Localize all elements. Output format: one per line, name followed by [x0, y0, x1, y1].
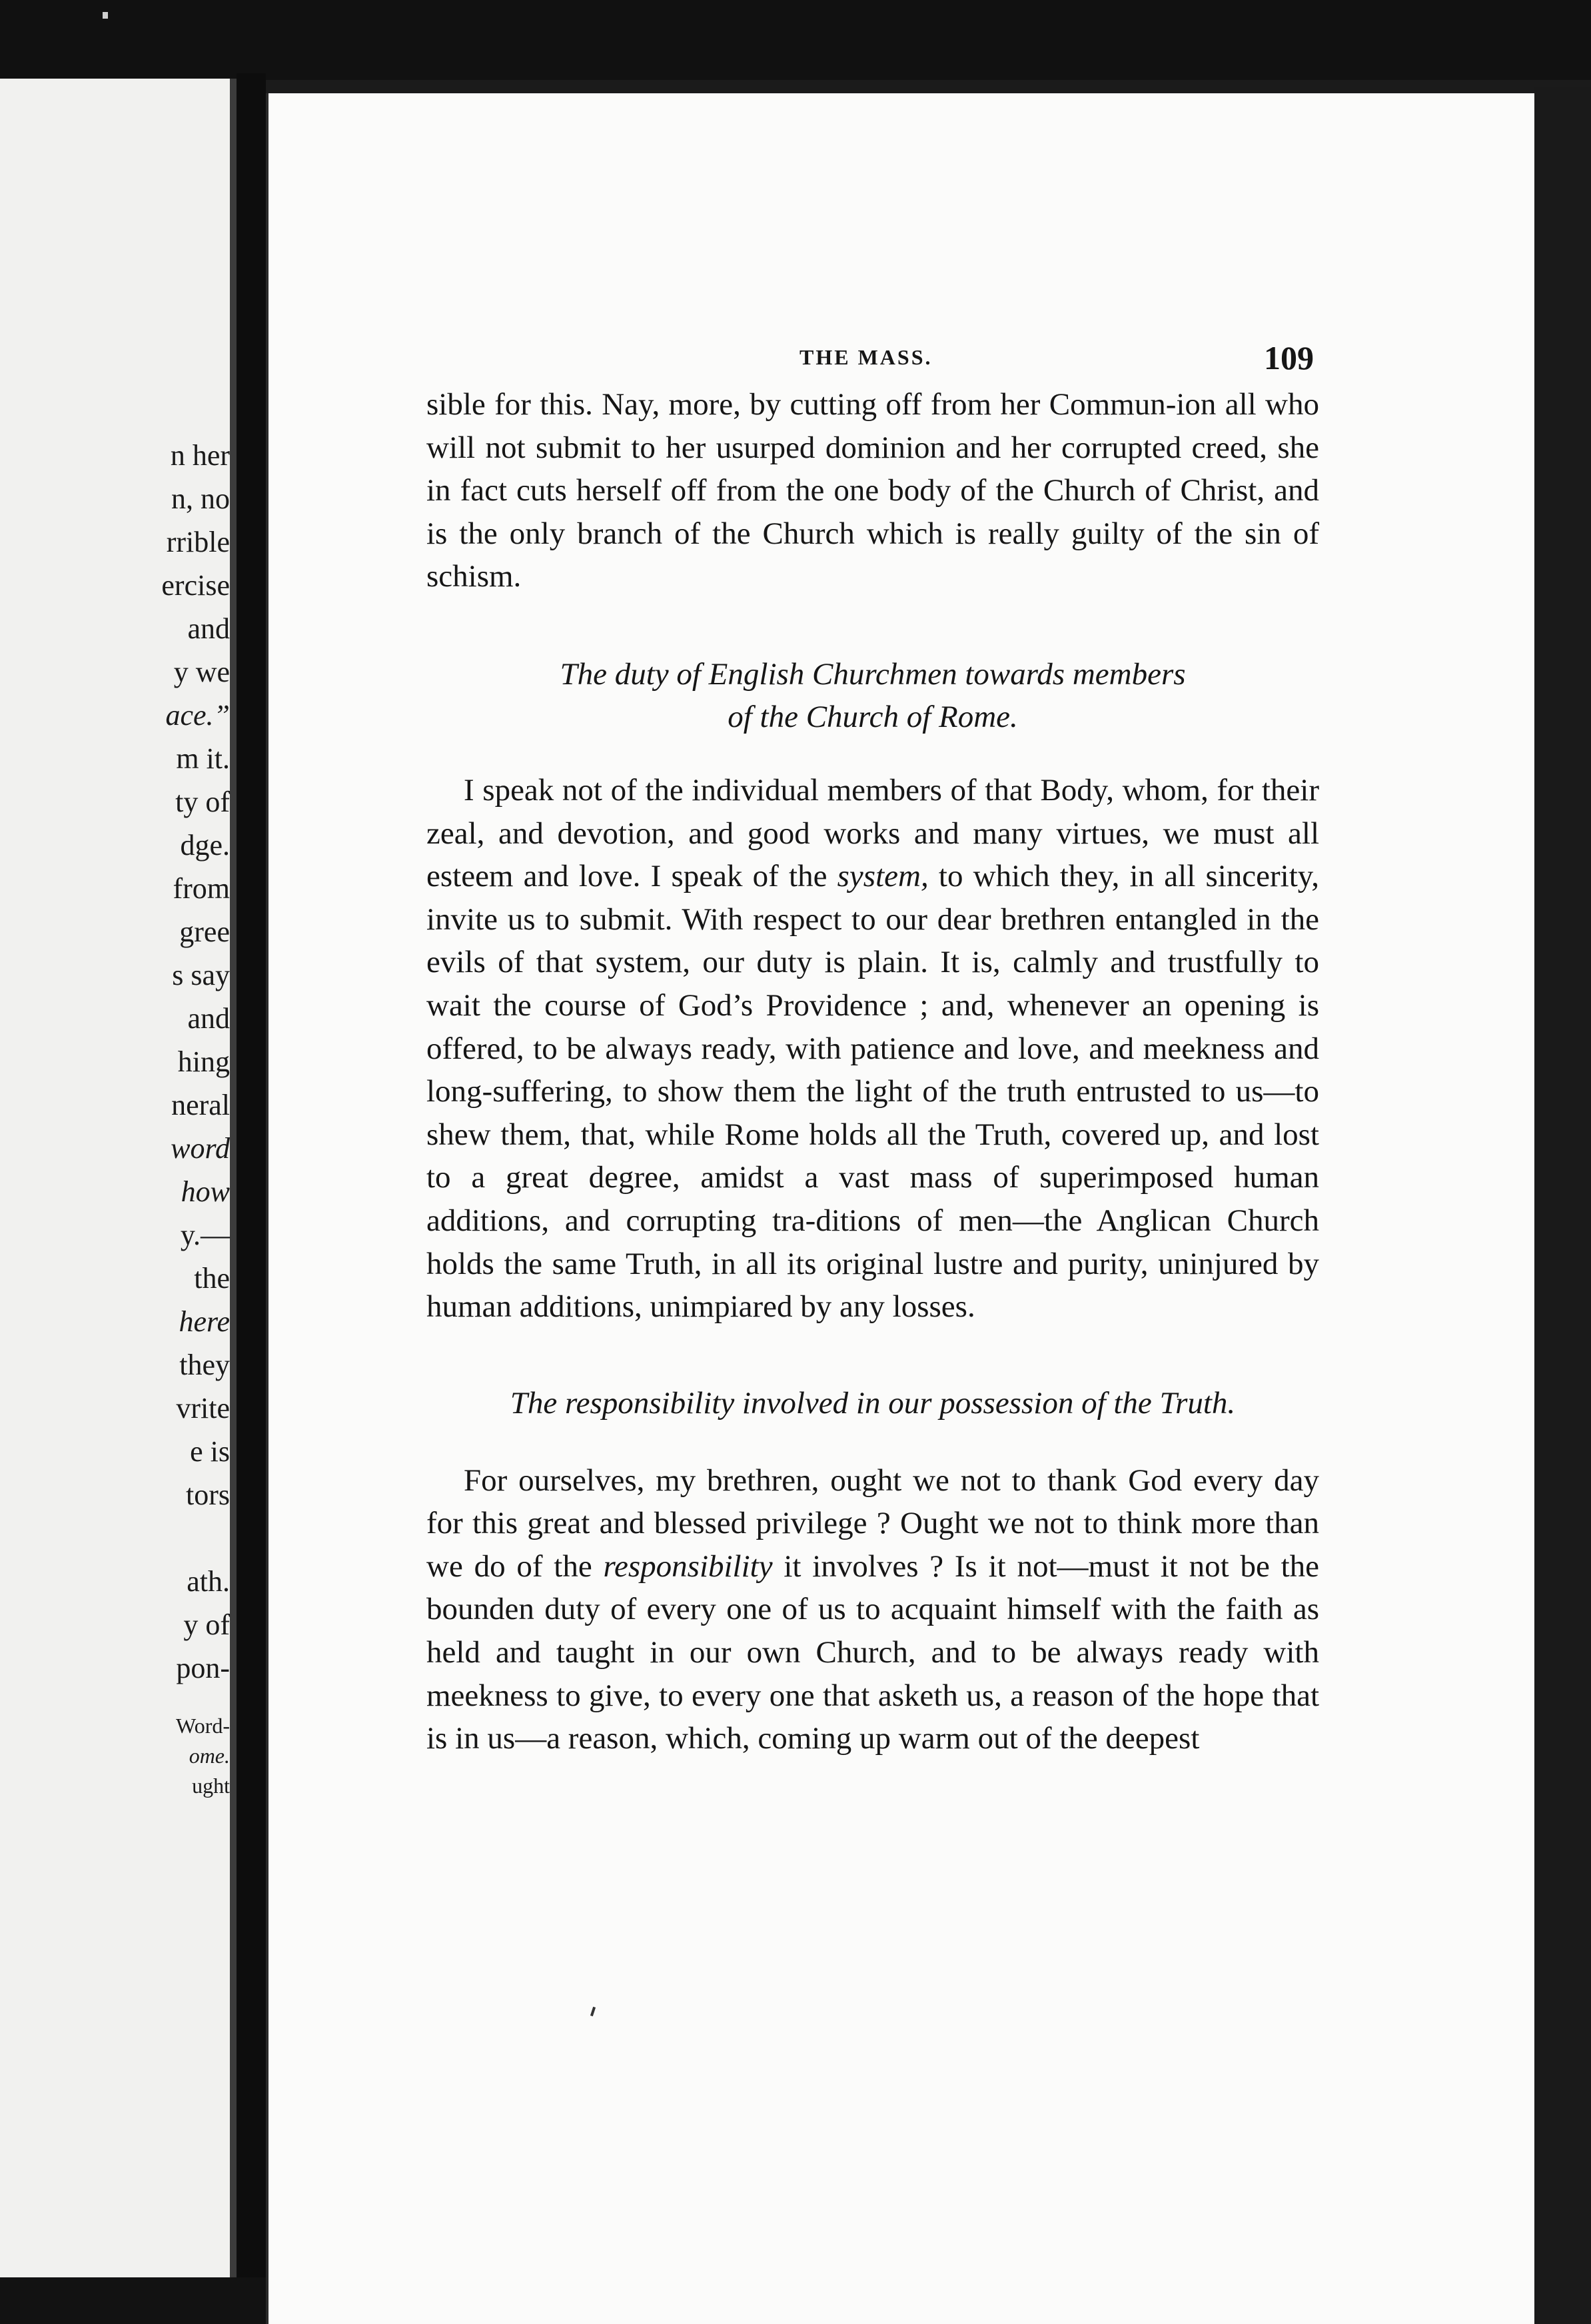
left-page-fragment: tors [186, 1478, 230, 1511]
emphasis-system: system, [837, 859, 929, 894]
left-page-fragment: gree [179, 915, 230, 948]
left-page-fragment: s say [172, 959, 230, 991]
scan-speck [103, 12, 108, 19]
section-heading-responsibility: The responsibility involved in our possession of the Truth. [510, 1385, 1236, 1421]
left-page-fragment: word [171, 1132, 230, 1165]
scan-right-border [1534, 87, 1591, 2324]
left-page-fragment: Word- [176, 1714, 230, 1738]
paragraph-responsibility [426, 1459, 1319, 1760]
scan-bottom-border [0, 2277, 266, 2324]
left-page-fragment: ath. [187, 1565, 230, 1598]
left-page-fragment: n, no [171, 482, 230, 515]
paragraph-duty-text-b: to which they, in all sincerity, invite us to submit. With respect to our dear brethren entangled in the evils of that system, our duty is plain. It is, calmly and trustfully to wait the course of God’s Providence ; and, whenever an opening is offered, to be always ready, with patience and love, and meekness and long-suffering, to show them the light of the truth entrusted to us—to shew them, that, while Rome holds all the Truth, covered up, and lost to a great degree, amidst a vast mass of superimposed human additions, and corrupting tra-ditions of men—the Anglican Church holds the same Truth, in all its original lustre and purity, uninjured by human additions, unimpiared by any losses. [426, 859, 1319, 1325]
left-page-fragment: ught [192, 1774, 230, 1798]
left-page-fragment: from [173, 872, 230, 905]
scan-top-border [0, 0, 1591, 80]
left-page-fragment: y we [173, 656, 230, 688]
paragraph-schism: sible for this. Nay, more, by cutting off from her Commun-ion all who will not submit to her usurped dominion and her corrupted creed, she in fact cuts herself off from the one body of the Church of Christ, and is the only branch of the Church which is really guilty of the sin of schism. [426, 387, 1319, 594]
page-number: 109 [1264, 339, 1314, 376]
left-page-edge [0, 79, 237, 2277]
running-title: THE MASS. [799, 345, 933, 369]
left-page-fragment: ty of [175, 786, 230, 818]
left-page-fragment: m it. [176, 742, 230, 775]
paragraph-responsibility-text-a: For ourselves, my brethren, ought we not to thank God every day for this great and blessed privilege ? Ought we not to think more than we do of the [426, 1462, 1319, 1584]
left-page-fragment: pon- [176, 1652, 230, 1684]
left-page-fragment: hing [177, 1045, 230, 1078]
left-page-fragment: ome. [189, 1744, 230, 1768]
heading-line-2: of the Church of Rome. [728, 699, 1018, 734]
left-page-fragment: dge. [180, 829, 230, 862]
heading-line-1: The duty of English Churchmen towards members [560, 656, 1186, 692]
paragraph-duty [426, 769, 1319, 1329]
left-page-fragment: vrite [176, 1392, 230, 1425]
section-heading-duty [426, 653, 1319, 738]
left-page-fragment: ace.” [165, 699, 230, 732]
left-page-fragment: y.— [180, 1219, 230, 1251]
left-page-fragment: y of [183, 1608, 230, 1641]
left-page-fragment: rrible [166, 526, 230, 558]
paragraph-duty-text-a: I speak not of the individual members of that Body, whom, for their zeal, and devotion, and good works and many virtues, we must all esteem and love. I speak of the [426, 772, 1319, 894]
page-content [426, 333, 1319, 1760]
left-page-fragment: e is [190, 1435, 230, 1468]
left-page-fragment: and [187, 612, 230, 645]
left-page-fragment: n her [170, 439, 230, 472]
left-page-shadow [230, 79, 237, 2277]
left-page-fragment: and [187, 1002, 230, 1035]
emphasis-responsibility: responsibility [603, 1548, 773, 1584]
left-page-fragment: neral [171, 1089, 230, 1121]
left-page-fragment: how [181, 1175, 230, 1208]
book-gutter [237, 73, 266, 2324]
left-page-fragment: the [194, 1262, 230, 1295]
left-page-fragment: ercise [161, 569, 230, 602]
running-head [426, 333, 1319, 383]
left-page-fragment: they [179, 1349, 230, 1381]
paragraph-responsibility-text-b: it involves ? Is it not—must it not be the bounden duty of every one of us to acquaint himself with the faith as held and taught in our own Church, and to be always ready with meekness to give, to every one that asketh us, a reason of the hope that is in us—a reason, which, coming up warm out of the deepest [426, 1548, 1319, 1756]
left-page-fragment: here [179, 1305, 230, 1338]
